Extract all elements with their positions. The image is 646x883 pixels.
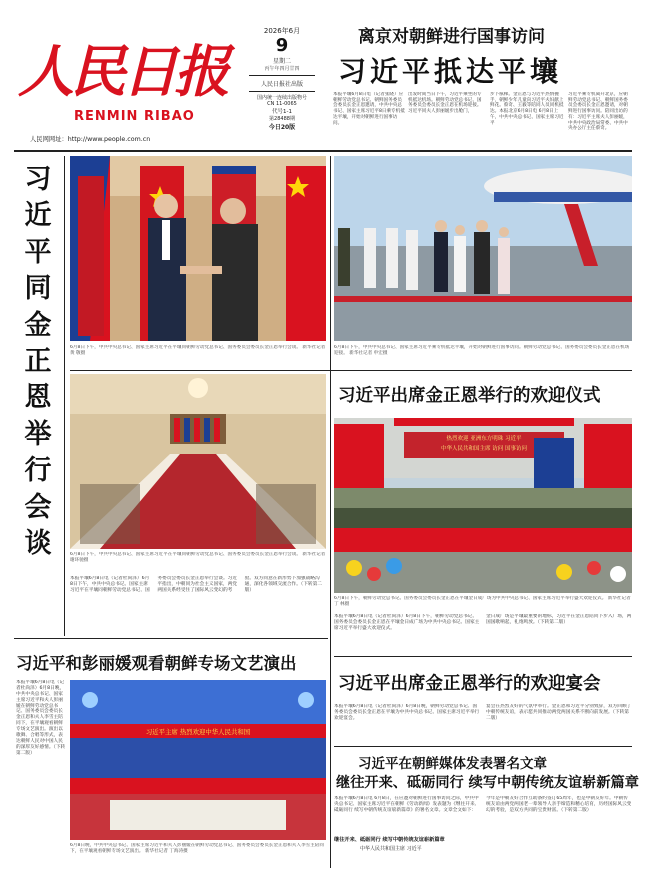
date-lunar: 丙午年四月廿四	[264, 66, 300, 72]
welcome-body-right: 金日成广场是平壤最重要的地标，习近平在金正恩陪同下步入广场，两国国歌响起，礼炮鸣放。（下转第二版）	[486, 614, 632, 625]
row-divider-2	[14, 638, 328, 639]
arrival-image	[334, 156, 632, 341]
show-caption: 6月8日晚，中共中央总书记、国家主席习近平和夫人彭丽媛在朝鲜劳动党总书记、国务委员会委员长金正恩和夫人李雪主陪同下，在平壤观看朝鲜专场文艺演出。 新华社记者 丁海涛摄	[70, 843, 324, 854]
arrival-photo	[334, 156, 632, 341]
issue-number: 第28488期	[269, 116, 295, 122]
welcome-banner-line2: 中华人民共和国主席 访问 国事访问	[441, 446, 527, 452]
banquet-body-left: 本报平壤6月8日电（记者杜尚泽）6月8日晚，朝鲜劳动党总书记、国务委员会委员长金正恩在平壤为中共中央总书记、国家主席习近平举行欢迎宴会。	[334, 704, 480, 721]
handshake-image	[70, 156, 326, 341]
row-divider-1	[70, 370, 632, 371]
masthead-website: 人民网网址：http://www.people.com.cn	[30, 136, 151, 143]
talks-caption-1: 6月8日下午，中共中央总书记、国家主席习近平在平壤同朝鲜劳动党总书记、国务委员会委员长金正恩举行会谈。 新华社记者 黄 敬摄	[70, 345, 326, 356]
top-kicker: 离京对朝鲜进行国事访问	[358, 27, 545, 47]
publisher: 人民日报社出版	[260, 81, 303, 88]
show-body: 本报平壤6月8日电（记者杜尚泽）6月8日晚，中共中央总书记、国家主席习近平和夫人彭丽媛在朝鲜劳动党总书记、国务委员会委员长金正恩和夫人李雪主陪同下，在平壤观看朝鲜专场文艺演出。演出以歌舞、合唱等形式，表达朝鲜人民对中国人民的深厚友好感情。（下转第二版）	[16, 680, 66, 756]
post-code: 代号1-1	[272, 109, 292, 115]
welcome-body-left: 本报平壤6月8日电（记者杜尚泽）6月8日下午，朝鲜劳动党总书记、国务委员会委员长金正恩在平壤金日成广场为中共中央总书记、国家主席习近平举行盛大欢迎仪式。	[334, 614, 480, 631]
date-year-month: 2026年6月	[263, 27, 301, 35]
welcome-headline: 习近平出席金正恩举行的欢迎仪式	[338, 386, 601, 406]
welcome-banner-line1: 热烈欢迎 亚洲东方明珠 习近平	[446, 436, 522, 442]
banquet-body-right: 宴会在热烈友好的气氛中举行。金正恩和习近平分别致辞，双方回顾了中朝传统友谊，表示愿共同推动两党两国关系不断向前发展。（下转第二版）	[486, 704, 632, 721]
cn-number: CN 11-0065	[267, 101, 297, 107]
masthead-title: 人民日报	[18, 39, 226, 105]
date-box	[243, 26, 321, 138]
top-body-col2: 出发时间当日下午，习近平乘坐的专机抵达机场。朝鲜劳动党总书记、国务委员会委员长金正恩在机场迎接。习近平同夫人彭丽媛步出舱门，	[408, 92, 482, 115]
column-divider-main	[330, 156, 331, 868]
welcome-photo	[334, 418, 632, 593]
page-count: 今日20版	[268, 124, 296, 131]
vertical-divider	[64, 156, 65, 636]
article-body-right: 今年是中朝友好合作互助条约签订65周年，也是中朝友好年。中朝传统友谊由两党两国老一辈领导人亲手缔造和精心培育，历经国际风云变幻的考验，是双方共同的宝贵财富。（下转第二版）	[486, 796, 632, 813]
vertical-headline-text: 习近平同金正恩举行会谈	[24, 164, 52, 560]
talks-photo-handshake	[70, 156, 326, 341]
masthead-divider	[14, 150, 632, 152]
top-body-col3: 步下舷梯。金正恩与习近平热情握手，朝鲜少年儿童向习近平夫妇献上鲜花。蔡奇、王毅等陪同人员同机抵达。本报北京6月8日电 6月8日上午，中共中央总书记、国家主席习近平	[490, 92, 564, 126]
article-body-left: 本报平壤6月8日电 6月8日，在应邀对朝鲜进行国事访问之际，中共中央总书记、国家主席习近平在朝鲜《劳动新闻》发表题为《继往开来、砥砺同行 续写中朝传统友谊崭新篇章》的署名文章。文章全文如下：	[334, 796, 480, 813]
row-divider-4	[334, 746, 632, 747]
article-byline: 中华人民共和国主席 习近平	[360, 846, 422, 852]
top-body-col4: 习近平乘专机离开北京，应朝鲜劳动党总书记、朝鲜国务委员会委员长金正恩邀请，对朝鲜进行国事访问。陪同出访的有：习近平主席夫人彭丽媛，中共中央政治局常委、中共中央办公厅主任蔡奇。	[568, 92, 628, 132]
article-subhead: 继往开来、砥砺同行 续写中朝传统友谊崭新篇章	[334, 837, 445, 843]
article-kicker: 习近平在朝鲜媒体发表署名文章	[358, 756, 547, 772]
talks-caption-2: 6月8日下午，中共中央总书记、国家主席习近平在平壤同朝鲜劳动党总书记、国务委员会委员长金正恩举行会谈。 新华社记者 谢环驰摄	[70, 552, 326, 563]
top-headline: 习近平抵达平壤	[338, 55, 563, 88]
masthead-pinyin: RENMIN RIBAO	[74, 109, 195, 124]
edition-info: 国内统一连续出版物号	[256, 95, 307, 101]
article-headline: 继往开来、砥砺同行 续写中朝传统友谊崭新篇章	[336, 775, 639, 791]
vertical-headline	[18, 162, 58, 562]
date-day: 9	[275, 35, 289, 56]
row-divider-3	[334, 656, 632, 657]
banquet-headline: 习近平出席金正恩举行的欢迎宴会	[338, 674, 601, 694]
show-stage-image	[70, 680, 326, 840]
show-headline: 习近平和彭丽媛观看朝鲜专场文艺演出	[16, 654, 297, 673]
arrival-caption: 6月8日下午，中共中央总书记、国家主席习近平乘专机抵达平壤，开始对朝鲜进行国事访问。朝鲜劳动党总书记、国务委员会委员长金正恩在机场迎接。 新华社记者 申宏摄	[334, 345, 630, 356]
top-body-col1: 本报平壤6月8日电（记者张晓）应朝鲜劳动党总书记、朝鲜国务委员会委员长金正恩邀请，中共中央总书记、国家主席习近平8日乘专机抵达平壤，开始对朝鲜进行国事访问。	[333, 92, 405, 126]
talks-table-image	[70, 374, 326, 549]
date-weekday: 星期二	[272, 58, 291, 65]
show-stage-text: 习近平主席 热烈欢迎中华人民共和国	[145, 728, 251, 736]
show-photo	[70, 680, 326, 840]
talks-body: 本报平壤6月8日电（记者杜尚泽）6月8日下午，中共中央总书记、国家主席习近平在平壤同朝鲜劳动党总书记、国务委员会委员长金正恩举行会谈。习近平指出，中朝同为社会主义国家，两党两国关系经受住了国际风云变幻的考验。双方同意在新形势下加强战略沟通，深化各领域交流合作。（下转第二版）	[70, 576, 322, 593]
talks-photo-table	[70, 374, 326, 549]
welcome-caption: 6月8日下午，朝鲜劳动党总书记、国务委员会委员长金正恩在平壤金日成广场为中共中央总书记、国家主席习近平举行盛大欢迎仪式。 新华社记者 丁 林摄	[334, 596, 631, 607]
